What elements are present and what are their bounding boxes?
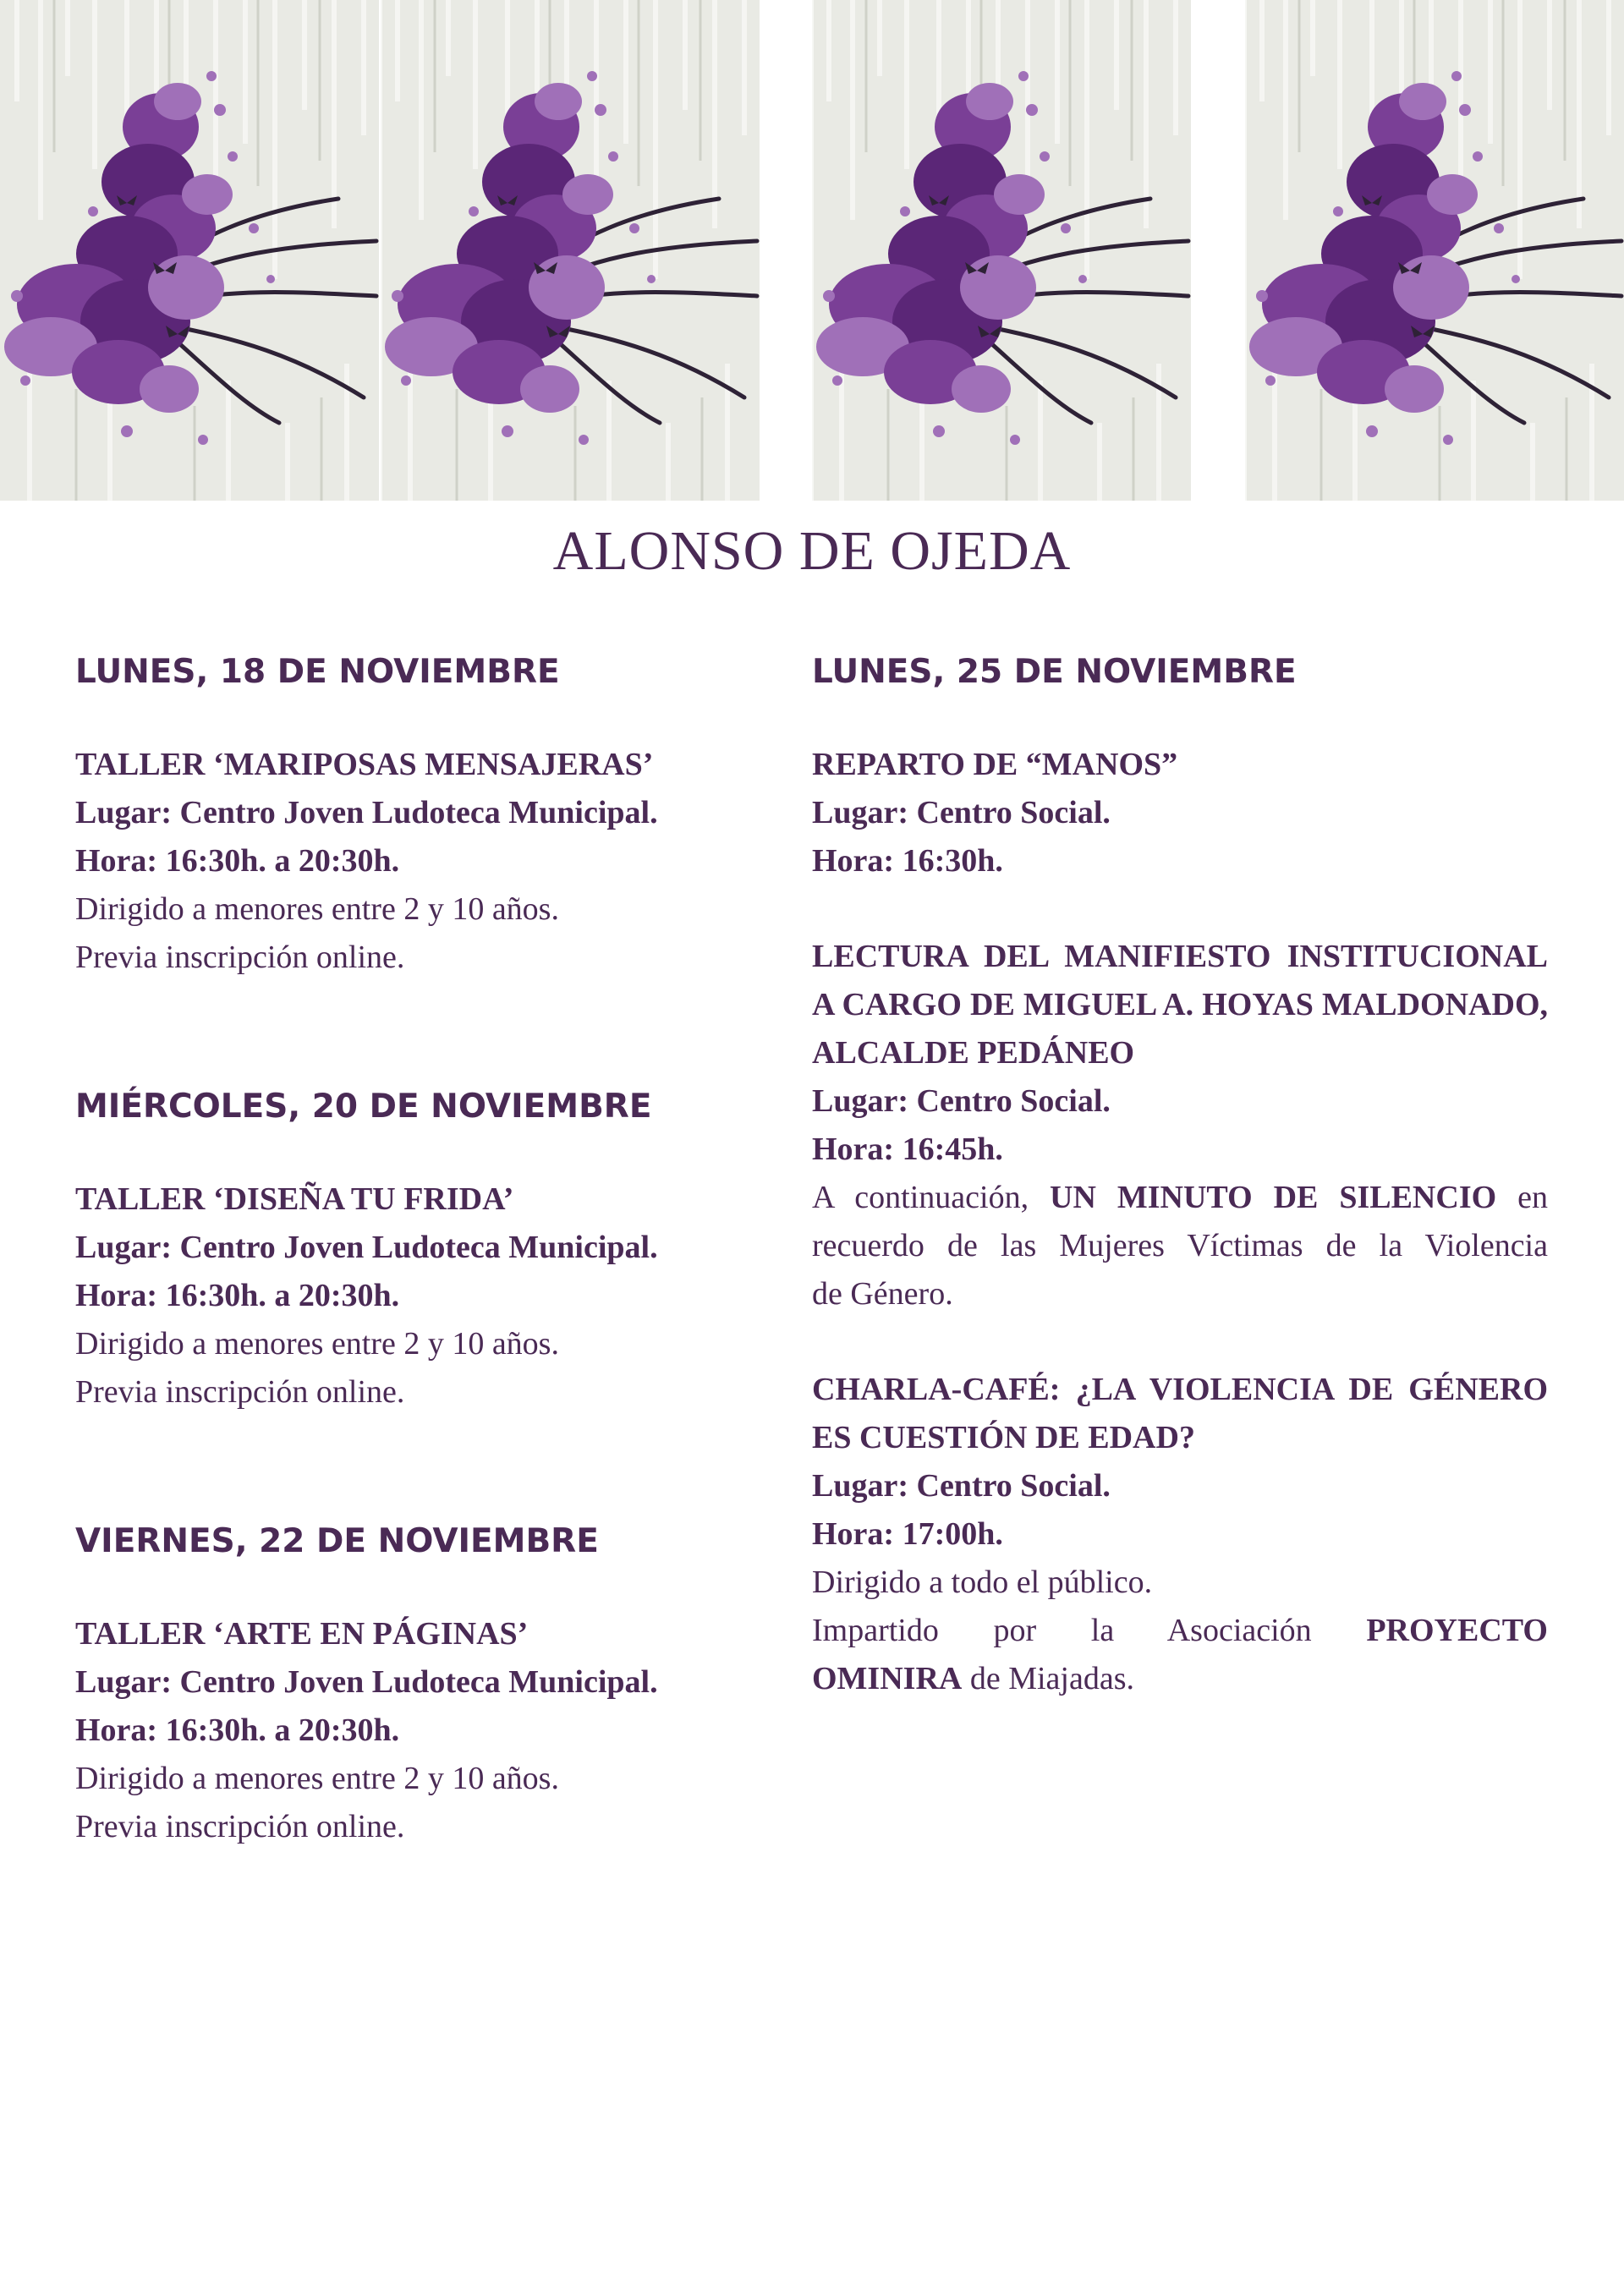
event-audience: Dirigido a menores entre 2 y 10 años. (75, 1326, 559, 1362)
day-heading: MIÉRCOLES, 20 DE NOVIEMBRE (75, 1088, 652, 1126)
event-note: Previa inscripción online. (75, 1374, 405, 1410)
event-time: Hora: 16:30h. a 20:30h. (75, 1278, 400, 1313)
event-audience: Dirigido a menores entre 2 y 10 años. (75, 891, 559, 927)
event-description-line (812, 1174, 1548, 1222)
event (75, 1175, 752, 1417)
event-title-line: ALCALDE PEDÁNEO (812, 1035, 1135, 1071)
event-time: Hora: 16:30h. (812, 843, 1003, 879)
event-organizer-line (812, 1655, 1548, 1703)
event-organizer-line (812, 1607, 1548, 1655)
event-place: Lugar: Centro Social. (812, 795, 1111, 830)
event-reparto (812, 741, 1548, 885)
event-title: REPARTO DE “MANOS” (812, 747, 1178, 782)
event-time: Hora: 16:30h. a 20:30h. (75, 843, 400, 879)
event-place: Lugar: Centro Joven Ludoteca Municipal. (75, 1664, 658, 1700)
day-heading: LUNES, 25 DE NOVIEMBRE (812, 653, 1297, 691)
desc-text: A continuación, (812, 1180, 1029, 1215)
day-heading: VIERNES, 22 DE NOVIEMBRE (75, 1522, 599, 1560)
desc-text: en (1517, 1180, 1548, 1215)
organizer-name: PROYECTO (1366, 1613, 1548, 1648)
event-place: Lugar: Centro Social. (812, 1468, 1111, 1504)
day-block (75, 1512, 752, 1851)
event-note: Previa inscripción online. (75, 1809, 405, 1844)
event-note: Previa inscripción online. (75, 940, 405, 975)
event-title-line: CHARLA-CAFÉ: ¿LA VIOLENCIA DE GÉNERO (812, 1372, 1548, 1407)
event-title: TALLER ‘ARTE EN PÁGINAS’ (75, 1616, 529, 1652)
organizer-name: OMINIRA (812, 1661, 963, 1696)
event-title: TALLER ‘MARIPOSAS MENSAJERAS’ (75, 747, 654, 782)
event-title-line: A CARGO DE MIGUEL A. HOYAS MALDONADO, (812, 987, 1548, 1022)
event-title-line: LECTURA DEL MANIFIESTO INSTITUCIONAL (812, 939, 1548, 974)
event (75, 741, 752, 982)
desc-emphasis: UN MINUTO DE SILENCIO (1050, 1180, 1497, 1215)
event-title: TALLER ‘DISEÑA TU FRIDA’ (75, 1181, 514, 1217)
event-place: Lugar: Centro Joven Ludoteca Municipal. (75, 1230, 658, 1265)
day-block (75, 1077, 752, 1417)
event-time: Hora: 17:00h. (812, 1516, 1003, 1552)
day-block (75, 643, 752, 982)
event-description-line: recuerdo de las Mujeres Víctimas de la Violencia (812, 1228, 1548, 1263)
event-audience: Dirigido a todo el público. (812, 1564, 1153, 1600)
event-description-line: de Género. (812, 1276, 953, 1312)
event-time: Hora: 16:30h. a 20:30h. (75, 1712, 400, 1748)
right-column (812, 643, 1548, 1751)
event-audience: Dirigido a menores entre 2 y 10 años. (75, 1761, 559, 1796)
day-heading: LUNES, 18 DE NOVIEMBRE (75, 653, 560, 691)
organizer-text: de Miajadas. (969, 1661, 1134, 1696)
organizer-text: Impartido por la Asociación (812, 1613, 1312, 1648)
left-column (75, 643, 752, 1899)
page-title: ALONSO DE OJEDA (552, 520, 1072, 582)
event-place: Lugar: Centro Social. (812, 1083, 1111, 1119)
event (75, 1610, 752, 1851)
event-charla (812, 1366, 1548, 1703)
event-time: Hora: 16:45h. (812, 1132, 1003, 1167)
header-banner (0, 0, 1624, 501)
event-title-line: ES CUESTIÓN DE EDAD? (812, 1420, 1195, 1455)
event-place: Lugar: Centro Joven Ludoteca Municipal. (75, 795, 658, 830)
event-lectura (812, 933, 1548, 1318)
